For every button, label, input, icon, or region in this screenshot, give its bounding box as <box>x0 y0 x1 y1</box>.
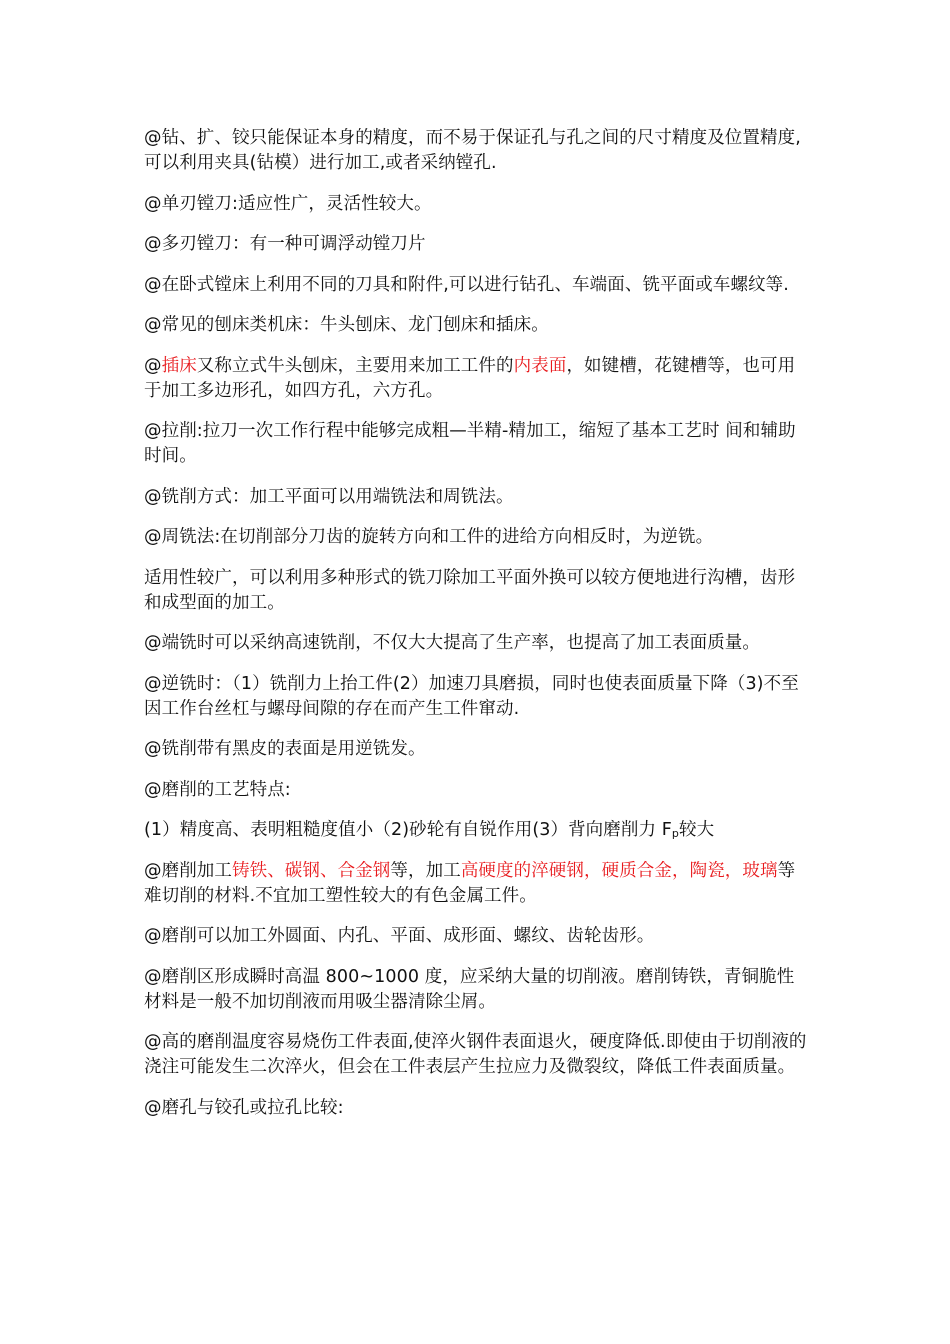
paragraph-up-milling: @逆铣时：（1）铣削力上抬工件(2）加速刀具磨损，同时也使表面质量下降（3)不至因工作台丝杠与螺母间隙的存在而产生工件窜动. <box>144 673 799 719</box>
text-run: (1）精度高、表明粗糙度值小（2)砂轮有自锐作用(3）背向磨削力 F <box>144 820 672 840</box>
paragraph-applicability: 适用性较广，可以利用多种形式的铣刀除加工平面外换可以较方便地进行沟槽，齿形和成型面的加工。 <box>144 567 796 613</box>
highlight-inner-surface: 内表面 <box>513 355 567 376</box>
paragraph-horizontal-boring: @在卧式镗床上利用不同的刀具和附件,可以进行钻孔、车端面、铣平面或车螺纹等. <box>144 274 789 295</box>
text-run: 等难切削的材料.不宜加工塑性较大的有色金属工件。 <box>144 860 796 906</box>
paragraph-grinding-burn: @高的磨削温度容易烧伤工件表面,使淬火钢件表面退火，硬度降低.即使由于切削液的浇注可能发生二次淬火，但会在工件表层产生拉应力及微裂纹，降低工件表面质量。 <box>144 1032 807 1077</box>
text-run: 较大 <box>679 820 715 840</box>
paragraph-grinding-vs-reaming: @磨孔与铰孔或拉孔比较: <box>144 1097 344 1118</box>
paragraph-broaching: @拉削:拉刀一次工作行程中能够完成粗—半精-精加工，缩短了基本工艺时 间和辅助时间。 <box>144 421 796 466</box>
text-run: ，如键槽，花键槽等，也可用于加工多边形孔，如四方孔，六方孔。 <box>144 355 796 401</box>
paragraph-grinding-features: @磨削的工艺特点: <box>144 779 291 800</box>
paragraph-planer-types: @常见的刨床类机床：牛头刨床、龙门刨床和插床。 <box>144 315 549 335</box>
highlight-hard-materials: 高硬度的淬硬钢，硬质合金，陶瓷，玻璃 <box>460 860 778 881</box>
paragraph-peripheral-milling: @周铣法:在切削部分刀齿的旋转方向和工件的进给方向相反时，为逆铣。 <box>144 527 714 547</box>
paragraph-grinding-temperature: @磨削区形成瞬时高温 800~1000 度，应采纳大量的切削液。磨削铸铁，青铜脆性材料是一般不加切削液而用吸尘器清除尘屑。 <box>144 966 795 1012</box>
paragraph-single-edge-boring: @单刃镗刀:适应性广，灵活性较大。 <box>144 193 432 214</box>
text-run: @ <box>144 355 162 376</box>
text-run: 等，加工 <box>390 860 461 881</box>
paragraph-drilling-precision: @钻、扩、铰只能保证本身的精度，而不易于保证孔与孔之间的尺寸精度及位置精度,可以利用夹具(钻模）进行加工,或者采纳镗孔. <box>144 128 801 173</box>
paragraph-multi-edge-boring: @多刃镗刀：有一种可调浮动镗刀片 <box>144 234 426 254</box>
paragraph-black-skin-milling: @铣削带有黑皮的表面是用逆铣发。 <box>144 739 426 759</box>
paragraph-face-milling: @端铣时可以采纳高速铣削，不仅大大提高了生产率，也提高了加工表面质量。 <box>144 633 760 653</box>
paragraph-grinding-materials <box>144 859 810 909</box>
highlight-slotting-machine: 插床 <box>161 355 197 376</box>
paragraph-milling-methods: @铣削方式：加工平面可以用端铣法和周铣法。 <box>144 486 514 507</box>
subscript-p: p <box>671 827 680 840</box>
text-run: 又称立式牛头刨床，主要用来加工工件的 <box>196 355 514 376</box>
paragraph-grinding-surfaces: @磨削可以加工外圆面、内孔、平面、成形面、螺纹、齿轮齿形。 <box>144 926 655 946</box>
highlight-iron-steel: 铸铁、碳钢、合金钢 <box>232 860 391 881</box>
paragraph-slotting-machine <box>144 354 810 404</box>
text-run: @磨削加工 <box>144 860 232 881</box>
paragraph-grinding-points <box>144 818 810 843</box>
